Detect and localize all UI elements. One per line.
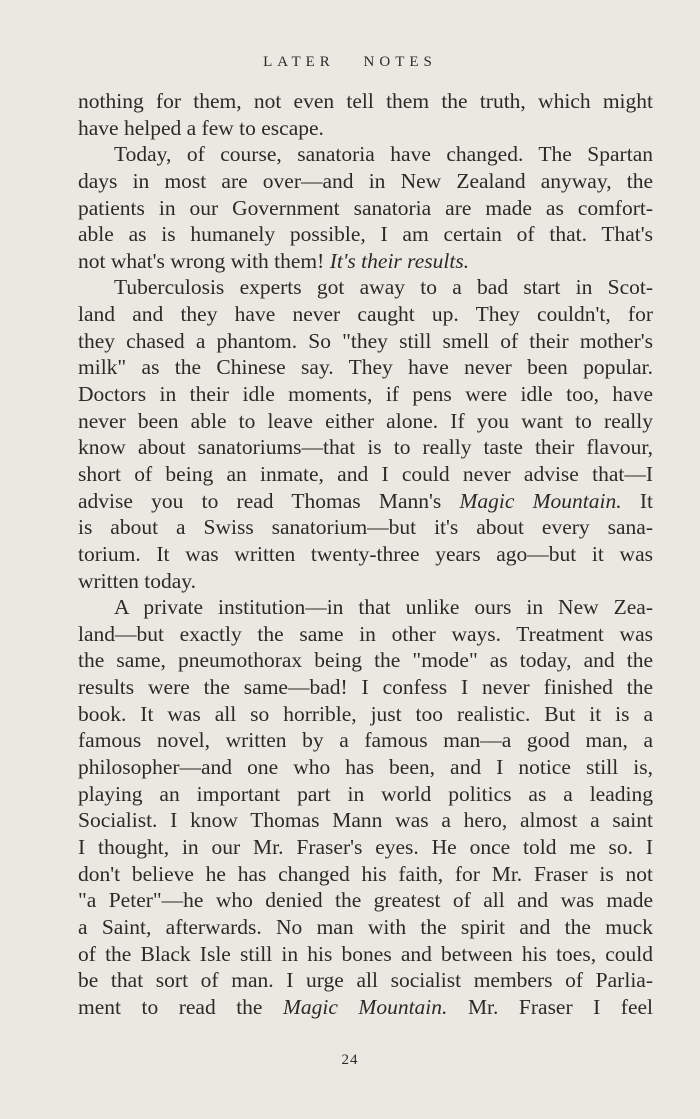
text-line: short of being an inmate, and I could never advise that—I <box>78 461 653 486</box>
page-number: 24 <box>341 1052 359 1068</box>
text-line: not what's wrong with them! It's their results. <box>78 248 470 273</box>
running-head-left: LATER <box>263 54 335 70</box>
text-line: never been able to leave either alone. If you want to really <box>78 408 653 433</box>
text-line: be that sort of man. I urge all socialist members of Parlia- <box>78 968 653 993</box>
text-line: "a Peter"—he who denied the greatest of all and was made <box>78 888 653 913</box>
text-line: famous novel, written by a famous man—a good man, a <box>78 728 653 753</box>
text-line: land—but exactly the same in other ways. Treatment was <box>78 621 653 646</box>
text-line: able as is humanely possible, I am certain of that. That's <box>78 222 653 247</box>
text-line: know about sanatoriums—that is to really taste their flavour, <box>78 435 653 460</box>
text-line: days in most are over—and in New Zealand anyway, the <box>78 168 653 193</box>
text-line: Doctors in their idle moments, if pens were idle too, have <box>78 382 653 407</box>
text-line: written today. <box>78 568 197 593</box>
text-line: A private institution—in that unlike ours in New Zea- <box>114 595 653 620</box>
running-head-right: NOTES <box>363 54 437 70</box>
text-line: nothing for them, not even tell them the truth, which might <box>78 89 653 113</box>
text-line: advise you to read Thomas Mann's Magic Mountain. It <box>78 488 653 513</box>
text-line: book. It was all so horrible, just too realistic. But it is a <box>78 701 653 726</box>
text-line: have helped a few to escape. <box>78 115 324 140</box>
text-line: Tuberculosis experts got away to a bad start in Scot- <box>114 275 653 300</box>
text-line: a Saint, afterwards. No man with the spirit and the muck <box>78 914 653 939</box>
text-line: Socialist. I know Thomas Mann was a hero, almost a saint <box>78 808 653 833</box>
text-line: patients in our Government sanatoria are made as comfort- <box>78 195 653 220</box>
text-line: land and they have never caught up. They couldn't, for <box>78 302 653 327</box>
italic-title: Magic Mountain. <box>459 488 622 513</box>
text-line: they chased a phantom. So "they still smell of their mother's <box>78 328 653 353</box>
text-line: of the Black Isle still in his bones and between his toes, could <box>78 941 653 966</box>
text-line: ment to read the Magic Mountain. Mr. Fraser I feel <box>78 994 654 1019</box>
text-line: playing an important part in world politics as a leading <box>78 781 653 806</box>
italic-phrase: It's their results. <box>329 248 470 273</box>
text-line: torium. It was written twenty-three years ago—but it was <box>78 541 653 566</box>
text-line: results were the same—bad! I confess I never finished the <box>78 675 653 700</box>
running-head <box>0 54 700 71</box>
text-line: don't believe he has changed his faith, for Mr. Fraser is not <box>78 861 653 886</box>
text-line: is about a Swiss sanatorium—but it's about every sana- <box>78 515 653 540</box>
body-text <box>78 88 653 1020</box>
italic-title: Magic Mountain. <box>283 994 448 1019</box>
text-line: I thought, in our Mr. Fraser's eyes. He once told me so. I <box>78 834 653 859</box>
text-line: the same, pneumothorax being the "mode" as today, and the <box>78 648 653 673</box>
text-line: philosopher—and one who has been, and I notice still is, <box>78 755 653 780</box>
text-line: Today, of course, sanatoria have changed. The Spartan <box>114 142 653 167</box>
text-line: milk" as the Chinese say. They have never been popular. <box>78 355 653 380</box>
